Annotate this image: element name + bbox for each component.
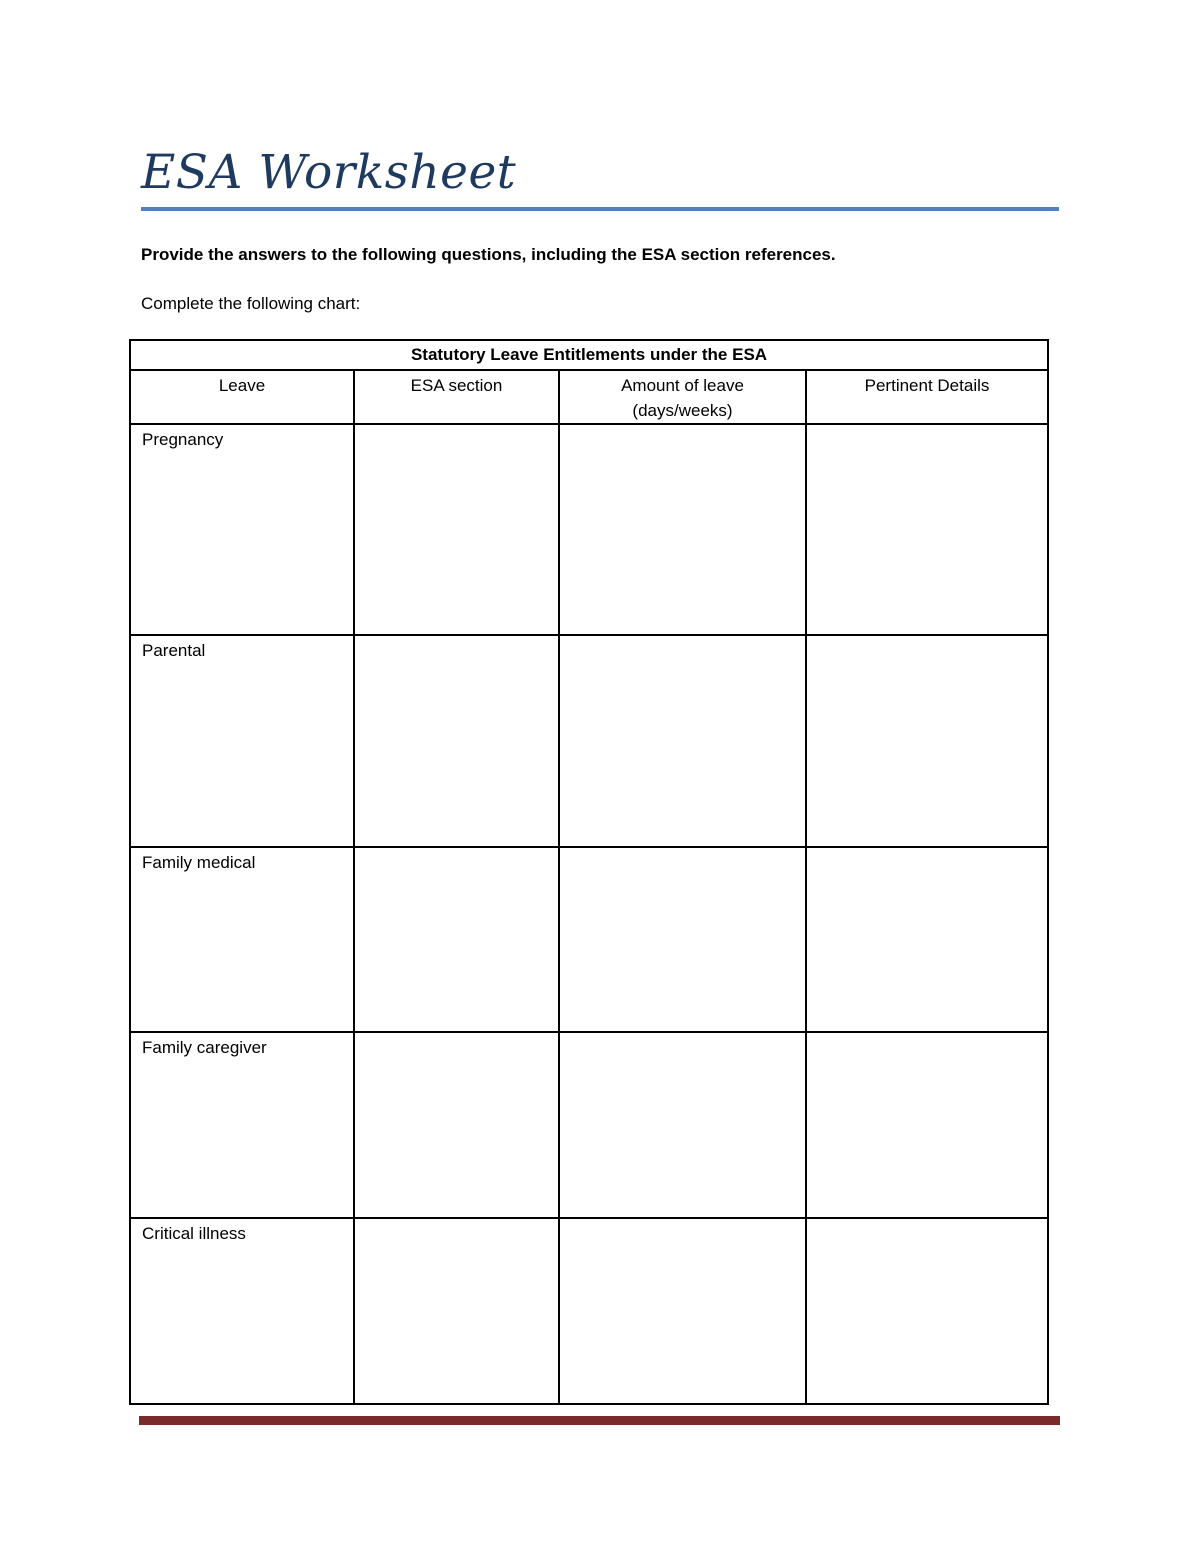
table-row: [130, 1218, 1048, 1404]
header-esa-section: ESA section: [354, 370, 559, 424]
instructions-text: Provide the answers to the following questions, including the ESA section references.: [141, 245, 836, 264]
amount-cell[interactable]: [559, 1218, 806, 1404]
table-row: [130, 424, 1048, 635]
esa-section-cell[interactable]: [354, 424, 559, 635]
table-caption: Statutory Leave Entitlements under the ESA: [130, 340, 1048, 370]
details-cell[interactable]: [806, 1032, 1048, 1218]
header-pertinent-details: Pertinent Details: [806, 370, 1048, 424]
esa-section-cell[interactable]: [354, 847, 559, 1032]
esa-section-cell[interactable]: [354, 1032, 559, 1218]
table-header-row: [130, 370, 1048, 424]
amount-cell[interactable]: [559, 635, 806, 847]
table-row: [130, 1032, 1048, 1218]
esa-section-cell[interactable]: [354, 635, 559, 847]
details-cell[interactable]: [806, 424, 1048, 635]
table-caption-row: [130, 340, 1048, 370]
page-title: ESA Worksheet: [141, 145, 517, 200]
leave-type-cell: Pregnancy: [130, 424, 354, 635]
header-amount-of-leave: [559, 370, 806, 424]
table-row: [130, 847, 1048, 1032]
chart-intro-text: Complete the following chart:: [141, 294, 361, 313]
header-amount-line1: Amount of leave: [621, 376, 744, 395]
footer-divider: [139, 1416, 1060, 1425]
title-divider: [141, 207, 1059, 211]
esa-section-cell[interactable]: [354, 1218, 559, 1404]
table-row: [130, 635, 1048, 847]
leave-entitlements-table: [129, 339, 1049, 1405]
leave-type-cell: Parental: [130, 635, 354, 847]
leave-type-cell: Family medical: [130, 847, 354, 1032]
leave-type-cell: Family caregiver: [130, 1032, 354, 1218]
amount-cell[interactable]: [559, 424, 806, 635]
leave-type-cell: Critical illness: [130, 1218, 354, 1404]
details-cell[interactable]: [806, 847, 1048, 1032]
amount-cell[interactable]: [559, 847, 806, 1032]
header-amount-line2: (days/weeks): [632, 401, 733, 420]
amount-cell[interactable]: [559, 1032, 806, 1218]
details-cell[interactable]: [806, 635, 1048, 847]
header-leave: Leave: [130, 370, 354, 424]
details-cell[interactable]: [806, 1218, 1048, 1404]
